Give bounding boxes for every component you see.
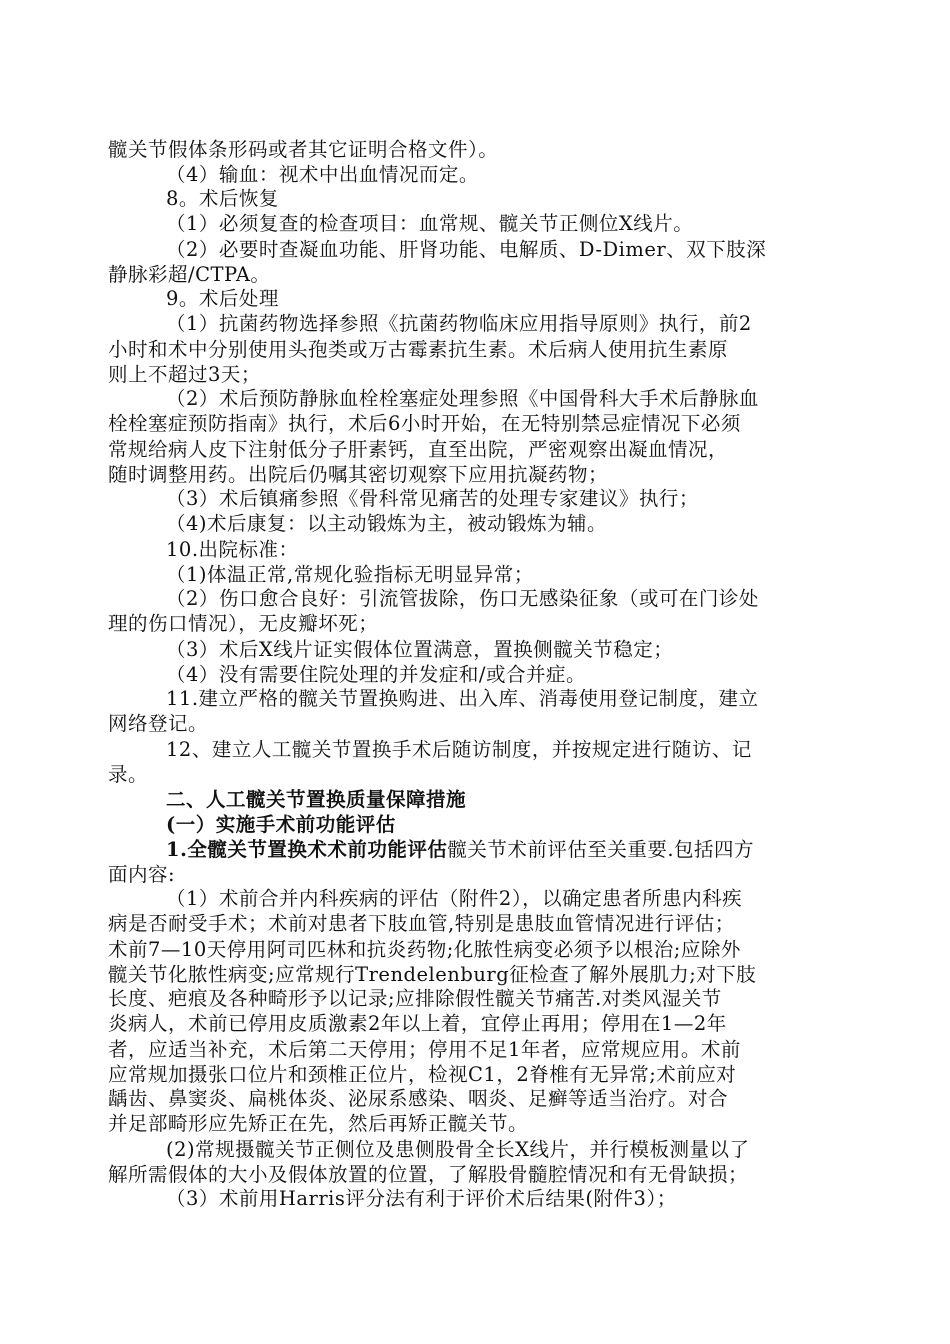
text-line: （3）术后镇痛参照《骨科常见痛苦的处理专家建议》执行； (166, 487, 699, 510)
text-line: （4）没有需要住院处理的并发症和/或合并症。 (166, 663, 586, 686)
text-line: （4）输血：视术中出血情况而定。 (166, 163, 479, 186)
inline-text: 髋关节术前评估至关重要.包括四方 (447, 838, 755, 861)
text-line: 小时和术中分别使用头孢类或万古霉素抗生素。术后病人使用抗生素原 (108, 338, 729, 361)
text-line: 常规给病人皮下注射低分子肝素钙，直至出院，严密观察出凝血情况， (108, 438, 729, 461)
text-line: （1）必须复查的检查项目：血常规、髋关节正侧位X线片。 (166, 212, 694, 235)
text-line: 龋齿、鼻窦炎、扁桃体炎、泌尿系感染、咽炎、足癣等适当治疗。对合 (108, 1087, 729, 1110)
text-line: 并足部畸形应先矫正在先，然后再矫正髋关节。 (108, 1112, 529, 1135)
text-line: 病是否耐受手术；术前对患者下肢血管,特别是患肢血管情况进行评估； (108, 912, 735, 935)
text-line: 者，应适当补充，术后第二天停用；停用不足1年者，应常规应用。术前 (108, 1038, 741, 1061)
text-line: 录。 (108, 763, 149, 786)
text-line: 则上不超过3天； (108, 363, 261, 386)
text-line: 8。术后恢复 (166, 187, 279, 210)
text-line: 静脉彩超/CTPA。 (108, 263, 271, 286)
text-line: (2)常规摄髋关节正侧位及患侧股骨全长X线片，并行模板测量以了 (166, 1138, 750, 1161)
section-heading: 二、人工髋关节置换质量保障措施 (166, 788, 467, 811)
text-line: 面内容: (108, 863, 176, 886)
text-line: （3）术前用Harris评分法有利于评价术后结果(附件3）； (166, 1187, 677, 1210)
text-line: 网络登记。 (108, 712, 209, 735)
text-line: 11.建立严格的髋关节置换购进、出入库、消毒使用登记制度，建立 (166, 687, 759, 710)
text-line: （1）抗菌药物选择参照《抗菌药物临床应用指导原则》执行，前2 (166, 312, 752, 335)
text-line: （2）术后预防静脉血栓栓塞症处理参照《中国骨科大手术后静脉血 (166, 387, 759, 410)
text-line: 理的伤口情况），无皮瓣坏死； (108, 612, 379, 635)
text-line: 栓栓塞症预防指南》执行，术后6小时开始，在无特别禁忌症情况下必须 (108, 412, 741, 435)
text-line: 应常规加摄张口位片和颈椎正位片，检视C1，2脊椎有无异常;术前应对 (108, 1063, 737, 1086)
text-line: 随时调整用药。出院后仍嘱其密切观察下应用抗凝药物； (108, 463, 609, 486)
text-line: （2）必要时查凝血功能、肝肾功能、电解质、D-Dimer、双下肢深 (166, 238, 767, 261)
text-line: （1)体温正常,常规化验指标无明显异常； (166, 563, 534, 586)
text-line: 长度、疤痕及各种畸形予以记录;应排除假性髋关节痛苦.对类风湿关节 (108, 987, 722, 1010)
text-line: 术前7—10天停用阿司匹林和抗炎药物;化脓性病变必须予以根治;应除外 (108, 938, 741, 961)
text-line: 髋关节化脓性病变;应常规行Trendelenburg征检查了解外展肌力;对下肢 (108, 963, 757, 986)
text-line: （4)术后康复：以主动锻炼为主，被动锻炼为辅。 (166, 512, 608, 535)
text-line: 12、建立人工髋关节置换手术后随访制度，并按规定进行随访、记 (166, 738, 752, 761)
text-line: 解所需假体的大小及假体放置的位置，了解股骨髓腔情况和有无骨缺损； (108, 1163, 749, 1186)
text-line: （1）术前合并内科疾病的评估（附件2），以确定患者所患内科疾 (166, 887, 743, 910)
text-line (166, 837, 754, 863)
text-line: （3）术后X线片证实假体位置满意，置换侧髋关节稳定； (166, 638, 674, 661)
text-line: 9。术后处理 (166, 287, 279, 310)
text-line: 炎病人，术前已停用皮质激素2年以上着，宜停止再用；停用在1—2年 (108, 1012, 727, 1035)
text-line: （2）伤口愈合良好：引流管拔除，伤口无感染征象（或可在门诊处 (166, 587, 759, 610)
text-line: 髋关节假体条形码或者其它证明合格文件）。 (108, 138, 499, 161)
subsection-heading: (一）实施手术前功能评估 (166, 813, 396, 836)
text-line: 10.出院标准： (166, 538, 299, 561)
inline-heading: 1.全髋关节置换术术前功能评估 (166, 838, 448, 861)
